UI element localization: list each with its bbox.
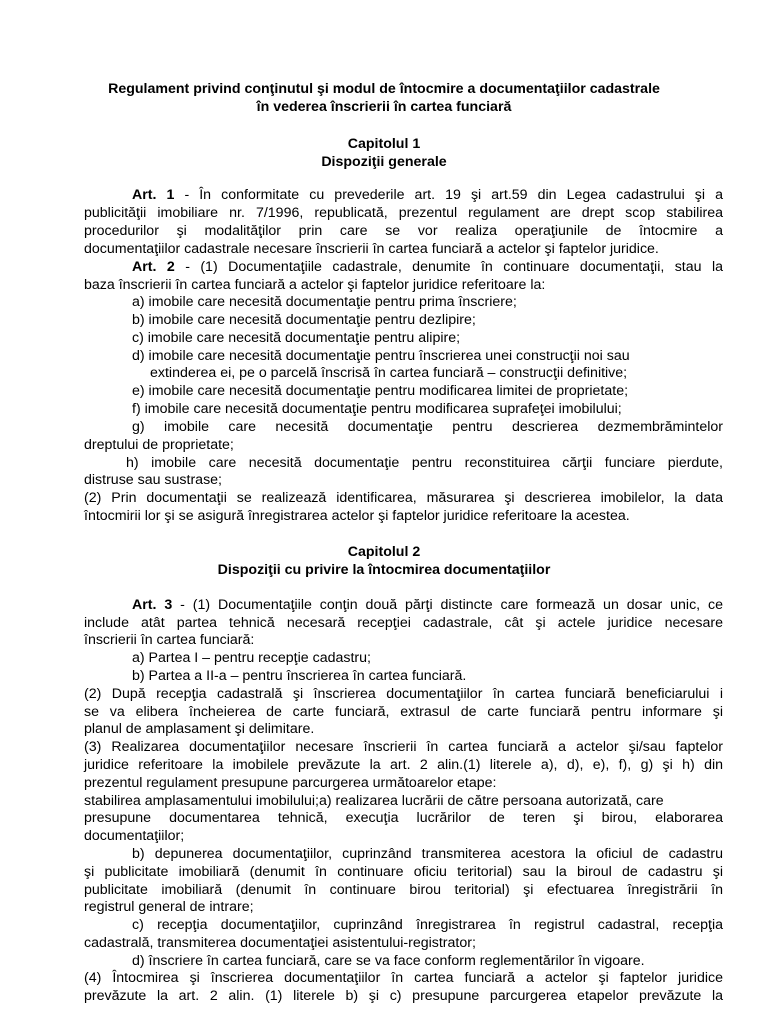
body-line: procedurilor şi modalităţilor prin care se vor realiza operaţiunile de întocmire a [84,223,723,239]
title-line-1: Regulament privind conţinutul şi modul de întocmire a documentaţiilor cadastrale [108,81,660,97]
body-line: include atât partea tehnică necesară recepţiei cadastrale, cât şi actele juridice necesare [84,615,723,631]
list-item: b) depunerea documentaţiilor, cuprinzând transmiterea acestora la oficiul de cadastru [132,846,723,862]
body-line: (3) Realizarea documentaţiilor necesare înscrierii în cartea funciară a actelor şi/sau faptelor [84,739,723,755]
body-line: publicităţii imobiliare nr. 7/1996, republicată, prezentul regulament are drept scop stabilirea [84,205,723,221]
list-item: b) Partea a II-a – pentru înscrierea în cartea funciară. [132,668,467,684]
list-item-continued: extinderea ei, pe o parcelă înscrisă în cartea funciară – construcţii definitive; [150,365,628,381]
chapter-1-subtitle: Dispoziţii generale [321,154,447,170]
list-item: a) imobile care necesită documentaţie pentru prima înscriere; [132,294,517,310]
list-item: d) imobile care necesită documentaţie pentru înscrierea unei construcţii noi sau [132,348,630,364]
list-item: e) imobile care necesită documentaţie pentru modificarea limitei de proprietate; [132,383,629,399]
chapter-2-subtitle: Dispoziţii cu privire la întocmirea documentaţiilor [217,562,551,578]
body-line: documentaţiilor cadastrale necesare înscrierii în cartea funciară a actelor şi faptelor juridice. [84,241,659,257]
list-item: c) recepţia documentaţiilor, cuprinzând înregistrarea în registrul cadastral, recepţia [132,917,723,933]
body-line: stabilirea amplasamentului imobilului;a) realizarea lucrării de către persoana autorizată, care [84,793,664,809]
list-item: b) imobile care necesită documentaţie pentru dezlipire; [132,312,476,328]
body-line: registrul general de intrare; [84,899,254,915]
body-line: (4) Întocmirea şi înscrierea documentaţiilor în cartea funciară a actelor şi faptelor juridice [84,970,723,986]
body-line: documentaţiilor; [84,828,185,844]
art-3-line-1: Art. 3 - (1) Documentaţiile conţin două părţi distincte care formează un dosar unic, ce [132,597,724,613]
document-title [60,80,708,116]
list-item: f) imobile care necesită documentaţie pentru modificarea suprafeţei imobilului; [132,401,622,417]
chapter-2-heading [60,543,708,579]
body-line: publicitate imobiliară (denumit în continuare birou teritorial) şi efectuarea înregistrării în [84,882,723,898]
chapter-1-heading [60,135,708,171]
art-2-line-1: Art. 2 - (1) Documentaţiile cadastrale, denumite în continuare documentaţii, stau la [132,259,723,275]
chapter-1-label: Capitolul 1 [347,136,421,152]
body-line: prezentul regulament presupune parcurgerea următoarelor etape: [84,775,497,791]
list-item: g) imobile care necesită documentaţie pentru descrierea dezmembrămintelor [132,419,723,435]
body-line: se va elibera încheierea de carte funciară, extrasul de carte funciară pentru informare şi [84,704,723,720]
body-line: cadastrală, transmiterea documentaţiei asistentului-registrator; [84,935,476,951]
list-item: a) Partea I – pentru recepţie cadastru; [132,650,371,666]
body-line: şi publicitate imobiliară (denumit în continuare oficiu teritorial) sau la biroul de cadastru şi [84,864,723,880]
list-item: d) înscriere în cartea funciară, care se va face conform reglementărilor în vigoare. [132,953,645,969]
body-line: (2) Prin documentaţii se realizează identificarea, măsurarea şi descrierea imobilelor, la data [84,490,723,506]
chapter-2-label: Capitolul 2 [347,544,421,560]
body-line: presupune documentarea tehnică, execuţia lucrărilor de teren şi birou, elaborarea [84,810,723,826]
body-line: prevăzute la art. 2 alin. (1) literele b) şi c) presupune parcurgerea etapelor prevăzute la [84,988,723,1004]
body-line: înscrierii în cartea funciară: [84,632,255,648]
body-line: planul de amplasament şi delimitare. [84,721,315,737]
body-line: (2) După recepţia cadastrală şi înscrierea documentaţiilor în cartea funciară beneficiarului i [84,686,723,702]
list-item-continued: dreptului de proprietate; [84,437,234,453]
title-line-2: în vederea înscrierii în cartea funciară [256,99,512,115]
art-1-label: Art. 1 [132,187,175,203]
art-1-line-1: Art. 1 - În conformitate cu prevederile art. 19 şi art.59 din Legea cadastrului şi a [132,187,723,203]
body-line: juridice referitoare la imobilele prevăzute la art. 2 alin.(1) literele a), d), e), f), g) şi h) din [84,757,723,773]
list-item: h) imobile care necesită documentaţie pentru reconstituirea cărţii funciare pierdute, [126,455,723,471]
art-3-label: Art. 3 [132,597,173,613]
list-item-continued: distruse sau sustrase; [84,472,222,488]
list-item: c) imobile care necesită documentaţie pentru alipire; [132,330,461,346]
body-line: baza înscrierii în cartea funciară a actelor şi faptelor juridice referitoare la: [84,277,546,293]
art-2-label: Art. 2 [132,259,175,275]
body-line: întocmirii lor şi se asigură înregistrarea actelor şi faptelor juridice referitoare la acestea. [84,508,630,524]
